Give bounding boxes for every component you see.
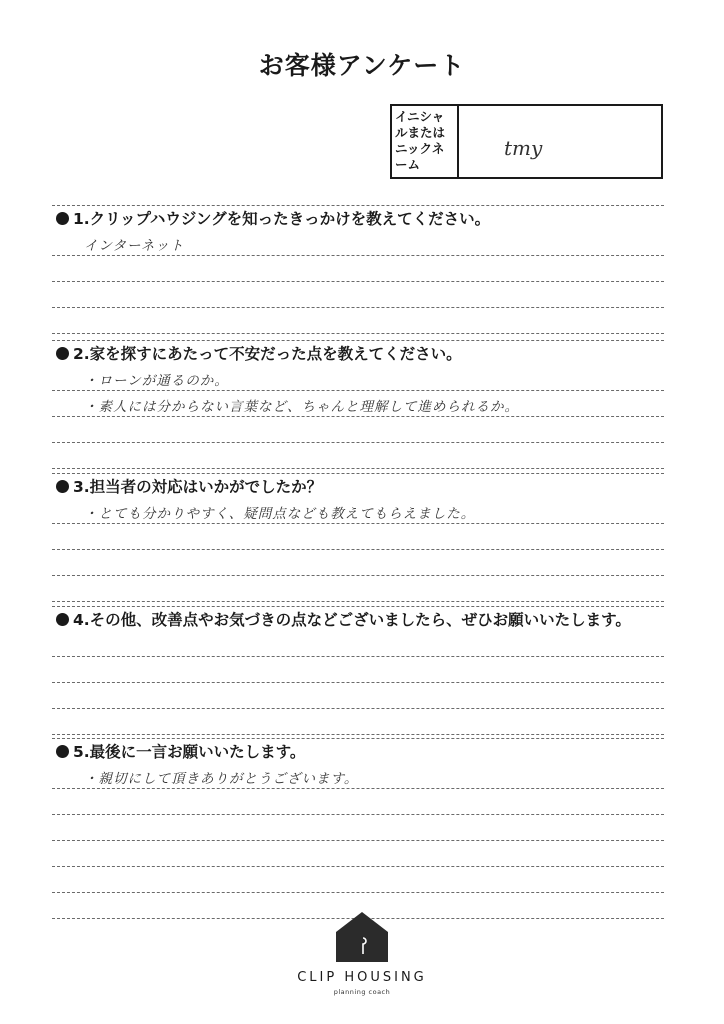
bullet-icon <box>56 212 69 225</box>
logo-tagline: planning coach <box>333 988 391 996</box>
bullet-icon <box>56 480 69 493</box>
answer-2-line-1: ・ローンが通るのか。 <box>84 373 229 389</box>
logo-name: CLIP HOUSING <box>297 970 427 985</box>
bullet-icon <box>56 347 69 360</box>
answer-5-line-1: ・親切にして頂きありがとうございます。 <box>84 771 359 787</box>
bullet-icon <box>56 745 69 758</box>
question-3 <box>52 473 664 602</box>
answer-3-line-1: ・とても分かりやすく、疑問点なども教えてもらえました。 <box>84 506 476 522</box>
page-title: お客様アンケート <box>258 51 466 80</box>
question-3-heading: 3.担当者の対応はいかがでしたか？ <box>73 478 323 496</box>
clip-housing-logo <box>0 910 724 996</box>
question-2 <box>52 340 664 469</box>
nickname-label: イニシャルまたはニックネーム <box>392 106 459 177</box>
question-4 <box>52 606 664 735</box>
house-icon <box>334 910 390 962</box>
question-4-heading: 4.その他、改善点やお気づきの点などございましたら、ぜひお願いいたします。 <box>73 611 631 629</box>
question-5-heading: 5.最後に一言お願いいたします。 <box>73 743 306 761</box>
question-1 <box>52 205 664 334</box>
answer-1-line-1: インターネット <box>84 238 185 254</box>
question-1-heading: 1.クリップハウジングを知ったきっかけを教えてください。 <box>73 210 491 228</box>
nickname-value: tmy <box>504 136 543 160</box>
question-2-heading: 2.家を探すにあたって不安だった点を教えてください。 <box>73 345 462 363</box>
answer-2-line-2: ・素人には分からない言葉など、ちゃんと理解して進められるか。 <box>84 399 519 415</box>
nickname-box <box>390 104 663 179</box>
question-5 <box>52 738 664 919</box>
bullet-icon <box>56 613 69 626</box>
